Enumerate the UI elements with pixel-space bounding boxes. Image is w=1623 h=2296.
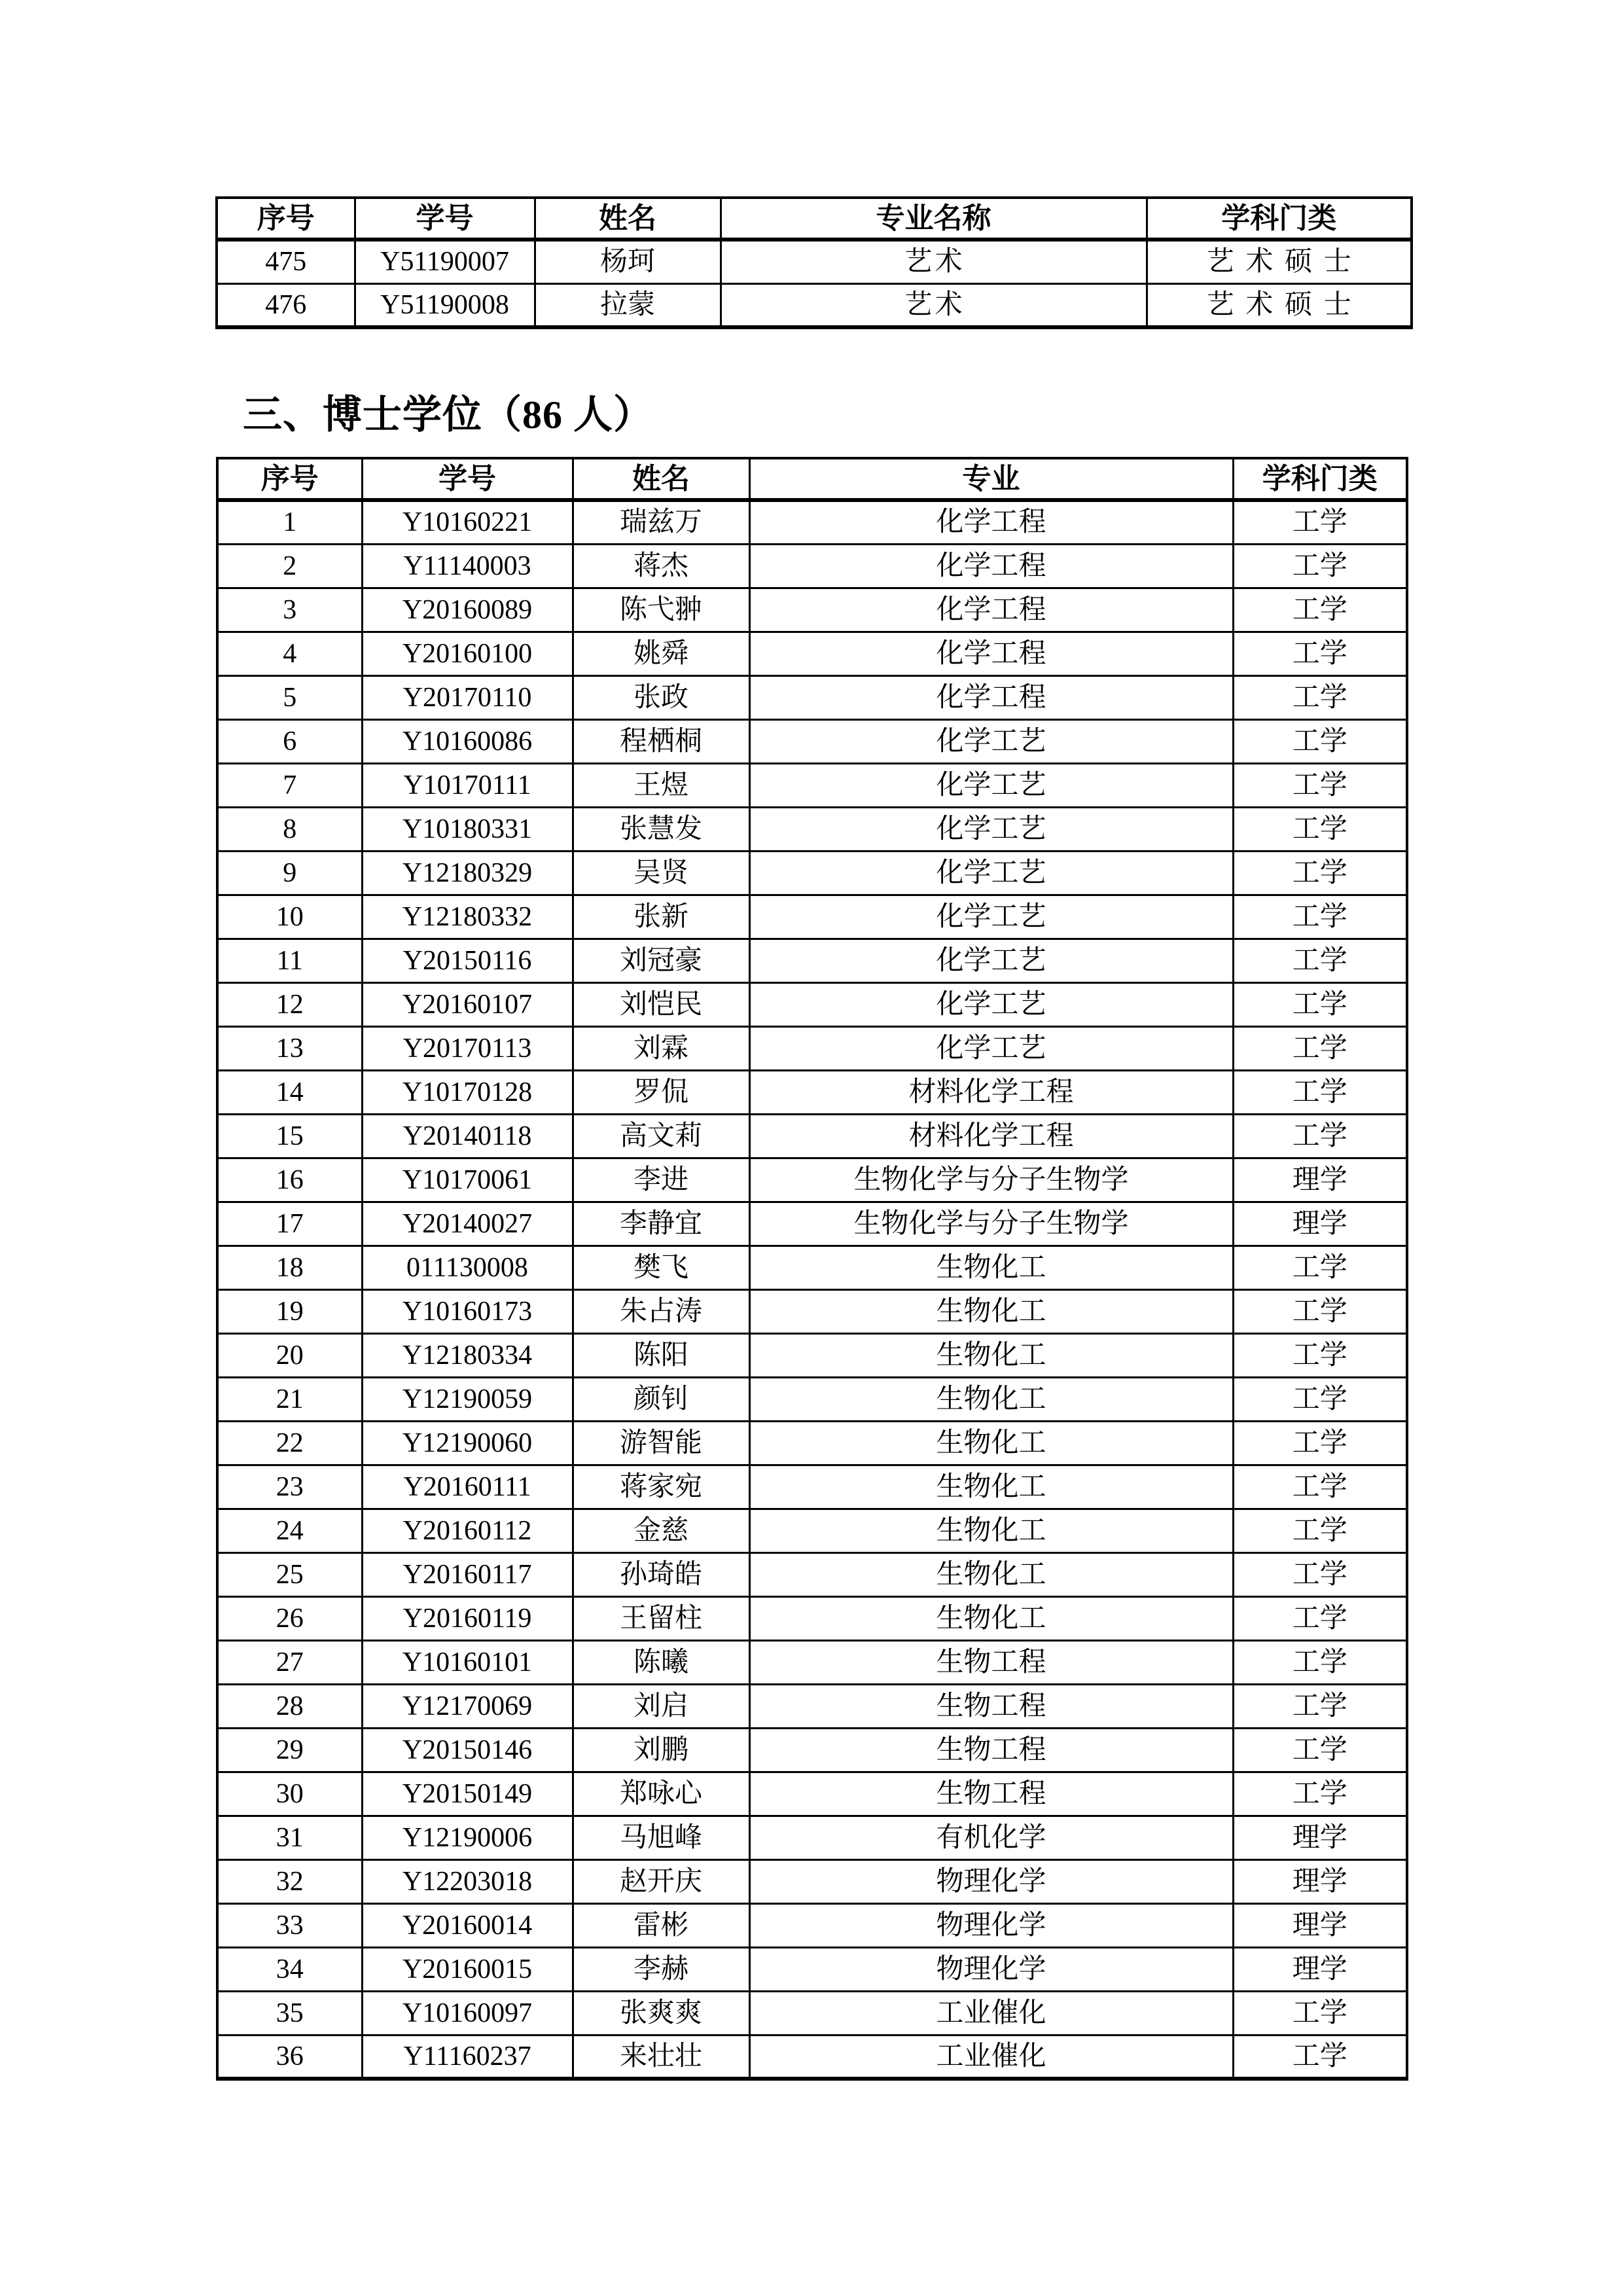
cell: 2	[217, 544, 362, 588]
cell: 马旭峰	[573, 1816, 749, 1859]
cell: Y10170128	[362, 1070, 573, 1114]
table-row	[217, 1509, 1407, 1552]
cell: 工业催化	[749, 1991, 1233, 2035]
cell: Y10160101	[362, 1640, 573, 1684]
table-row	[217, 1158, 1407, 1202]
cell: 化学工程	[749, 675, 1233, 719]
header-row	[217, 198, 1412, 240]
cell: 生物化工	[749, 1465, 1233, 1509]
table-row	[217, 1640, 1407, 1684]
cell: 生物工程	[749, 1640, 1233, 1684]
cell: 生物工程	[749, 1772, 1233, 1816]
masters-continuation-table	[215, 196, 1413, 329]
cell: 樊飞	[573, 1246, 749, 1289]
table-row	[217, 1202, 1407, 1246]
cell: 艺术硕士	[1147, 283, 1412, 327]
cell: Y20160117	[362, 1552, 573, 1596]
column-header: 姓名	[573, 458, 749, 500]
cell: 理学	[1233, 1947, 1407, 1991]
table-row	[217, 1070, 1407, 1114]
column-header: 学科门类	[1233, 458, 1407, 500]
cell: 张政	[573, 675, 749, 719]
cell: 生物化工	[749, 1333, 1233, 1377]
cell: 刘启	[573, 1684, 749, 1728]
table-row	[217, 939, 1407, 982]
cell: 物理化学	[749, 1947, 1233, 1991]
cell: 化学工艺	[749, 807, 1233, 851]
cell: 32	[217, 1859, 362, 1903]
cell: Y12180334	[362, 1333, 573, 1377]
cell: 艺术硕士	[1147, 240, 1412, 283]
cell: 张慧发	[573, 807, 749, 851]
cell: 生物化工	[749, 1596, 1233, 1640]
cell: 陈阳	[573, 1333, 749, 1377]
cell: Y12190059	[362, 1377, 573, 1421]
cell: 程栖桐	[573, 719, 749, 763]
table-row	[217, 1333, 1407, 1377]
table-row	[217, 851, 1407, 895]
cell: 工学	[1233, 588, 1407, 632]
table-row	[217, 1114, 1407, 1158]
cell: 20	[217, 1333, 362, 1377]
doctoral-degree-table	[216, 457, 1408, 2081]
cell: 25	[217, 1552, 362, 1596]
table-row	[217, 632, 1407, 675]
cell: 理学	[1233, 1816, 1407, 1859]
cell: Y20150116	[362, 939, 573, 982]
table-row	[217, 1026, 1407, 1070]
cell: Y12190006	[362, 1816, 573, 1859]
table-row	[217, 1465, 1407, 1509]
column-header: 姓名	[535, 198, 721, 240]
cell: 工学	[1233, 1772, 1407, 1816]
cell: 9	[217, 851, 362, 895]
table-row	[217, 1377, 1407, 1421]
cell: Y20160100	[362, 632, 573, 675]
cell: 生物化工	[749, 1289, 1233, 1333]
cell: 13	[217, 1026, 362, 1070]
column-header: 专业名称	[721, 198, 1147, 240]
cell: 10	[217, 895, 362, 939]
cell: 李赫	[573, 1947, 749, 1991]
cell: 22	[217, 1421, 362, 1465]
cell: 工业催化	[749, 2035, 1233, 2079]
cell: 物理化学	[749, 1859, 1233, 1903]
cell: 理学	[1233, 1903, 1407, 1947]
table-row	[217, 1421, 1407, 1465]
cell: 化学工艺	[749, 939, 1233, 982]
table-row	[217, 719, 1407, 763]
cell: 29	[217, 1728, 362, 1772]
table-row	[217, 675, 1407, 719]
column-header: 学号	[362, 458, 573, 500]
table-row	[217, 1772, 1407, 1816]
cell: 工学	[1233, 1333, 1407, 1377]
cell: 材料化学工程	[749, 1070, 1233, 1114]
table-row	[217, 544, 1407, 588]
cell: 工学	[1233, 1684, 1407, 1728]
cell: 理学	[1233, 1859, 1407, 1903]
cell: 刘鹏	[573, 1728, 749, 1772]
cell: 化学工艺	[749, 851, 1233, 895]
cell: 工学	[1233, 1465, 1407, 1509]
cell: Y10160221	[362, 500, 573, 544]
table-row	[217, 1684, 1407, 1728]
cell: 工学	[1233, 2035, 1407, 2079]
cell: 理学	[1233, 1202, 1407, 1246]
cell: Y51190008	[355, 283, 535, 327]
table-row	[217, 1816, 1407, 1859]
cell: Y12180332	[362, 895, 573, 939]
cell: 19	[217, 1289, 362, 1333]
cell: 杨珂	[535, 240, 721, 283]
cell: 工学	[1233, 1246, 1407, 1289]
column-header: 专业	[749, 458, 1233, 500]
cell: 郑咏心	[573, 1772, 749, 1816]
cell: 姚舜	[573, 632, 749, 675]
cell: 蒋杰	[573, 544, 749, 588]
cell: 化学工程	[749, 544, 1233, 588]
cell: Y12180329	[362, 851, 573, 895]
cell: 475	[217, 240, 355, 283]
cell: 罗侃	[573, 1070, 749, 1114]
cell: 瑞兹万	[573, 500, 749, 544]
cell: 张爽爽	[573, 1991, 749, 2035]
cell: 蒋家宛	[573, 1465, 749, 1509]
table-row	[217, 1947, 1407, 1991]
cell: 35	[217, 1991, 362, 2035]
cell: 化学工程	[749, 500, 1233, 544]
table-row	[217, 588, 1407, 632]
table-row	[217, 1596, 1407, 1640]
cell: 陈曦	[573, 1640, 749, 1684]
cell: 工学	[1233, 807, 1407, 851]
cell: 11	[217, 939, 362, 982]
cell: 生物工程	[749, 1728, 1233, 1772]
cell: 李进	[573, 1158, 749, 1202]
cell: 生物化工	[749, 1377, 1233, 1421]
cell: 化学工艺	[749, 982, 1233, 1026]
table-row	[217, 763, 1407, 807]
table-row	[217, 1903, 1407, 1947]
cell: Y20160014	[362, 1903, 573, 1947]
cell: 李静宜	[573, 1202, 749, 1246]
cell: 工学	[1233, 1596, 1407, 1640]
cell: 工学	[1233, 1991, 1407, 2035]
table-row	[217, 1246, 1407, 1289]
cell: 生物化工	[749, 1509, 1233, 1552]
cell: 8	[217, 807, 362, 851]
column-header: 学科门类	[1147, 198, 1412, 240]
cell: 工学	[1233, 851, 1407, 895]
cell: Y10170111	[362, 763, 573, 807]
cell: 雷彬	[573, 1903, 749, 1947]
cell: 7	[217, 763, 362, 807]
cell: Y51190007	[355, 240, 535, 283]
cell: 工学	[1233, 763, 1407, 807]
table-row	[217, 283, 1412, 327]
cell: 3	[217, 588, 362, 632]
cell: 17	[217, 1202, 362, 1246]
column-header: 学号	[355, 198, 535, 240]
cell: 有机化学	[749, 1816, 1233, 1859]
table-row	[217, 895, 1407, 939]
cell: 金慈	[573, 1509, 749, 1552]
table-row	[217, 2035, 1407, 2079]
cell: 拉蒙	[535, 283, 721, 327]
column-header: 序号	[217, 458, 362, 500]
cell: 化学工程	[749, 632, 1233, 675]
cell: 生物化工	[749, 1421, 1233, 1465]
cell: 工学	[1233, 1421, 1407, 1465]
cell: 工学	[1233, 675, 1407, 719]
cell: 36	[217, 2035, 362, 2079]
cell: 刘冠豪	[573, 939, 749, 982]
cell: 26	[217, 1596, 362, 1640]
cell: 23	[217, 1465, 362, 1509]
cell: 011130008	[362, 1246, 573, 1289]
cell: 朱占涛	[573, 1289, 749, 1333]
cell: 化学工艺	[749, 763, 1233, 807]
cell: 化学工程	[749, 588, 1233, 632]
cell: 5	[217, 675, 362, 719]
cell: 理学	[1233, 1158, 1407, 1202]
cell: Y10180331	[362, 807, 573, 851]
table-row	[217, 1552, 1407, 1596]
cell: 刘恺民	[573, 982, 749, 1026]
cell: 游智能	[573, 1421, 749, 1465]
cell: Y11160237	[362, 2035, 573, 2079]
cell: 艺术	[721, 283, 1147, 327]
cell: 33	[217, 1903, 362, 1947]
cell: 张新	[573, 895, 749, 939]
cell: 生物工程	[749, 1684, 1233, 1728]
cell: 34	[217, 1947, 362, 1991]
cell: 工学	[1233, 982, 1407, 1026]
table-row	[217, 1859, 1407, 1903]
cell: Y20150149	[362, 1772, 573, 1816]
cell: 工学	[1233, 1289, 1407, 1333]
table-row	[217, 1991, 1407, 2035]
cell: 工学	[1233, 500, 1407, 544]
cell: 工学	[1233, 1026, 1407, 1070]
column-header: 序号	[217, 198, 355, 240]
cell: 工学	[1233, 1070, 1407, 1114]
cell: 高文莉	[573, 1114, 749, 1158]
cell: 艺术	[721, 240, 1147, 283]
cell: 生物化工	[749, 1552, 1233, 1596]
cell: 31	[217, 1816, 362, 1859]
cell: 工学	[1233, 544, 1407, 588]
table-row	[217, 1289, 1407, 1333]
cell: 化学工艺	[749, 1026, 1233, 1070]
cell: 28	[217, 1684, 362, 1728]
cell: 1	[217, 500, 362, 544]
cell: 12	[217, 982, 362, 1026]
cell: 来壮壮	[573, 2035, 749, 2079]
cell: 4	[217, 632, 362, 675]
cell: 6	[217, 719, 362, 763]
cell: 工学	[1233, 939, 1407, 982]
cell: 476	[217, 283, 355, 327]
cell: 工学	[1233, 719, 1407, 763]
cell: Y12190060	[362, 1421, 573, 1465]
cell: 生物化工	[749, 1246, 1233, 1289]
cell: 16	[217, 1158, 362, 1202]
cell: 刘霖	[573, 1026, 749, 1070]
cell: 工学	[1233, 1377, 1407, 1421]
table-row	[217, 807, 1407, 851]
cell: 生物化学与分子生物学	[749, 1202, 1233, 1246]
cell: 工学	[1233, 895, 1407, 939]
cell: 15	[217, 1114, 362, 1158]
table-row	[217, 500, 1407, 544]
cell: Y20160119	[362, 1596, 573, 1640]
cell: Y12170069	[362, 1684, 573, 1728]
cell: 21	[217, 1377, 362, 1421]
cell: 18	[217, 1246, 362, 1289]
section-heading-doctoral-degrees: 三、博士学位（86 人）	[243, 393, 653, 437]
cell: 工学	[1233, 632, 1407, 675]
cell: 吴贤	[573, 851, 749, 895]
cell: 颜钊	[573, 1377, 749, 1421]
cell: 24	[217, 1509, 362, 1552]
header-row	[217, 458, 1407, 500]
cell: Y20170110	[362, 675, 573, 719]
cell: Y20140027	[362, 1202, 573, 1246]
cell: 生物化学与分子生物学	[749, 1158, 1233, 1202]
cell: 王留柱	[573, 1596, 749, 1640]
cell: 27	[217, 1640, 362, 1684]
table-row	[217, 1728, 1407, 1772]
cell: Y20160112	[362, 1509, 573, 1552]
cell: 化学工艺	[749, 719, 1233, 763]
cell: Y10160086	[362, 719, 573, 763]
cell: Y20170113	[362, 1026, 573, 1070]
cell: 王煜	[573, 763, 749, 807]
cell: Y10170061	[362, 1158, 573, 1202]
cell: 物理化学	[749, 1903, 1233, 1947]
cell: 14	[217, 1070, 362, 1114]
cell: Y20150146	[362, 1728, 573, 1772]
cell: 工学	[1233, 1640, 1407, 1684]
cell: 材料化学工程	[749, 1114, 1233, 1158]
cell: Y20140118	[362, 1114, 573, 1158]
table-row	[217, 240, 1412, 283]
cell: 工学	[1233, 1114, 1407, 1158]
cell: Y12203018	[362, 1859, 573, 1903]
cell: Y11140003	[362, 544, 573, 588]
cell: Y10160097	[362, 1991, 573, 2035]
cell: 孙琦皓	[573, 1552, 749, 1596]
cell: 工学	[1233, 1552, 1407, 1596]
cell: Y20160015	[362, 1947, 573, 1991]
table-row	[217, 982, 1407, 1026]
cell: 赵开庆	[573, 1859, 749, 1903]
cell: 化学工艺	[749, 895, 1233, 939]
cell: Y20160107	[362, 982, 573, 1026]
cell: 工学	[1233, 1728, 1407, 1772]
cell: 工学	[1233, 1509, 1407, 1552]
cell: 30	[217, 1772, 362, 1816]
cell: Y20160089	[362, 588, 573, 632]
cell: 陈弋翀	[573, 588, 749, 632]
cell: Y20160111	[362, 1465, 573, 1509]
cell: Y10160173	[362, 1289, 573, 1333]
